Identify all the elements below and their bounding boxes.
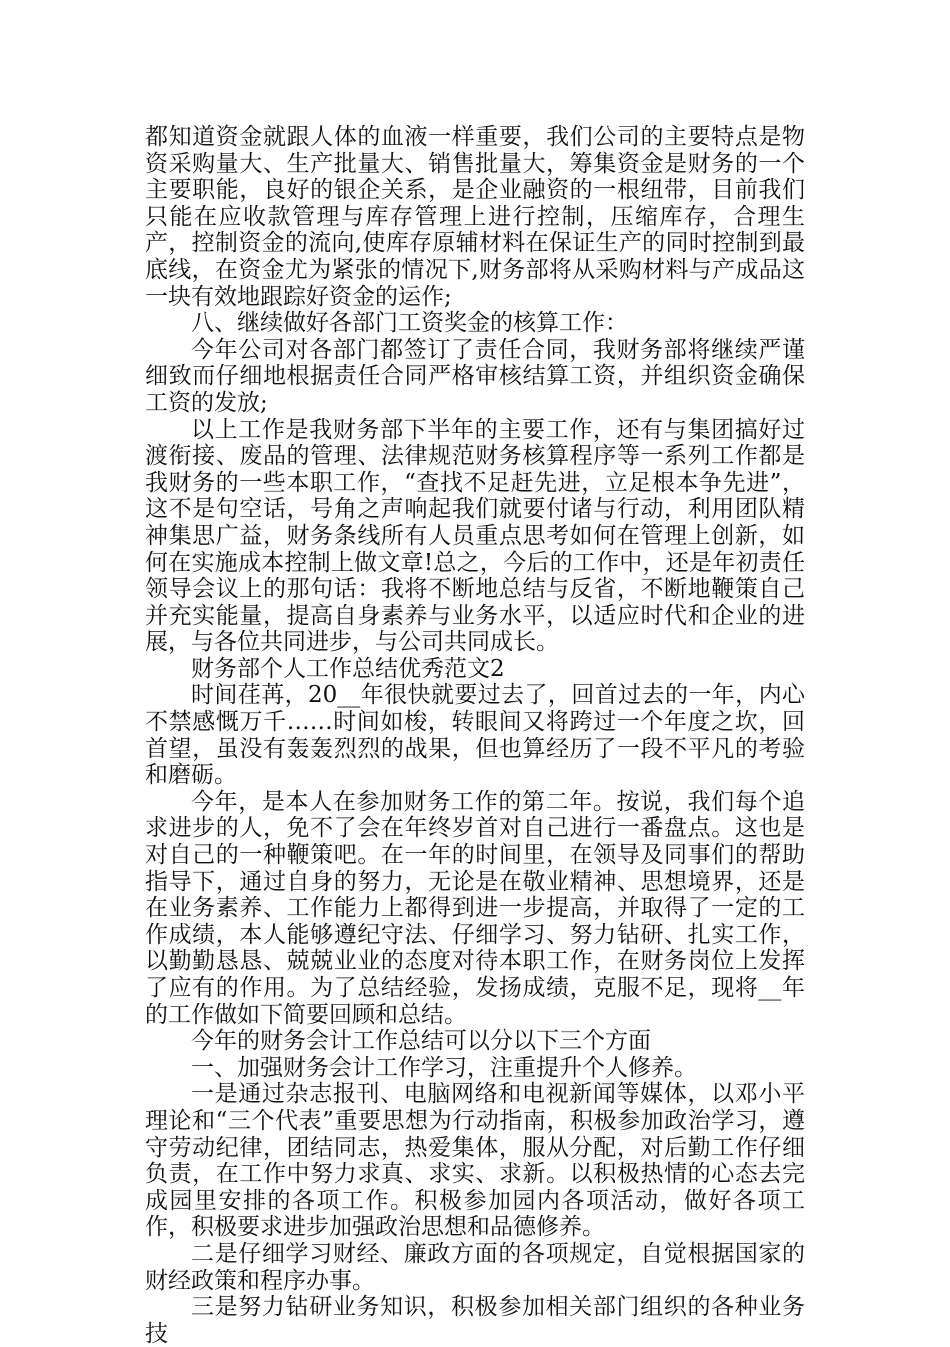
paragraph: 以上工作是我财务部下半年的主要工作，还有与集团搞好过渡衔接、废品的管理、法律规范财务核算程序等一系列工作都是我财务的一些本职工作，“查找不足赶先进，立足根本争先进”，这不是句空话，号角之声响起我们就要付诸与行动，利用团队精神集思广益，财务条线所有人员重点思考如何在管理上创新，如何在实施成本控制上做文章!总之，今后的工作中，还是年初责任领导会议上的那句话：我将不断地总结与反省，不断地鞭策自己并充实能量，提高自身素养与业务水平，以适应时代和企业的进展，与各位共同进步，与公司共同成长。 — [145, 416, 805, 656]
section-heading: 一、加强财务会计工作学习，注重提升个人修养。 — [191, 1054, 697, 1081]
article-title: 财务部个人工作总结优秀范文2 — [191, 655, 505, 682]
paragraph: 一是通过杂志报刊、电脑网络和电视新闻等媒体，以邓小平理论和“三个代表”重要思想为行动指南，积极参加政治学习，遵守劳动纪律，团结同志，热爱集体，服从分配，对后勤工作仔细负责，在工作中努力求真、求实、求新。以积极热情的心态去完成园里安排的各项工作。积极参加园内各项活动，做好各项工作，积极要求进步加强政治思想和品德修养。 — [145, 1081, 805, 1241]
paragraph: 时间荏苒，20__年很快就要过去了，回首过去的一年，内心不禁感慨万千……时间如梭，转眼间又将跨过一个年度之坎，回首望，虽没有轰轰烈烈的战果，但也算经历了一段不平凡的考验和磨砺。 — [145, 682, 805, 789]
paragraph: 今年公司对各部门都签订了责任合同，我财务部将继续严谨细致而仔细地根据责任合同严格审核结算工资，并组织资金确保工资的发放; — [145, 336, 805, 416]
paragraph: 都知道资金就跟人体的血液一样重要，我们公司的主要特点是物资采购量大、生产批量大、销售批量大，筹集资金是财务的一个主要职能，良好的银企关系，是企业融资的一根纽带，目前我们只能在应收款管理与库存管理上进行控制，压缩库存，合理生产，控制资金的流向,使库存原辅材料在保证生产的同时控制到最底线，在资金尤为紧张的情况下,财务部将从采购材料与产成品这一块有效地跟踪好资金的运作; — [145, 124, 805, 310]
paragraph: 二是仔细学习财经、廉政方面的各项规定，自觉根据国家的财经政策和程序办事。 — [145, 1240, 805, 1294]
section-heading: 八、继续做好各部门工资奖金的核算工作： — [191, 310, 628, 337]
paragraph: 今年的财务会计工作总结可以分以下三个方面 — [191, 1028, 651, 1055]
document-page — [145, 124, 805, 1347]
paragraph: 今年，是本人在参加财务工作的第二年。按说，我们每个追求进步的人，免不了会在年终岁首对自己进行一番盘点。这也是对自己的一种鞭策吧。在一年的时间里，在领导及同事们的帮助指导下，通过自身的努力，无论是在敬业精神、思想境界，还是在业务素养、工作能力上都得到进一步提高，并取得了一定的工作成绩，本人能够遵纪守法、仔细学习、努力钻研、扎实工作，以勤勤恳恳、兢兢业业的态度对待本职工作，在财务岗位上发挥了应有的作用。为了总结经验，发扬成绩，克服不足，现将__年的工作做如下简要回顾和总结。 — [145, 788, 805, 1028]
paragraph: 三是努力钻研业务知识，积极参加相关部门组织的各种业务技 — [145, 1294, 805, 1347]
